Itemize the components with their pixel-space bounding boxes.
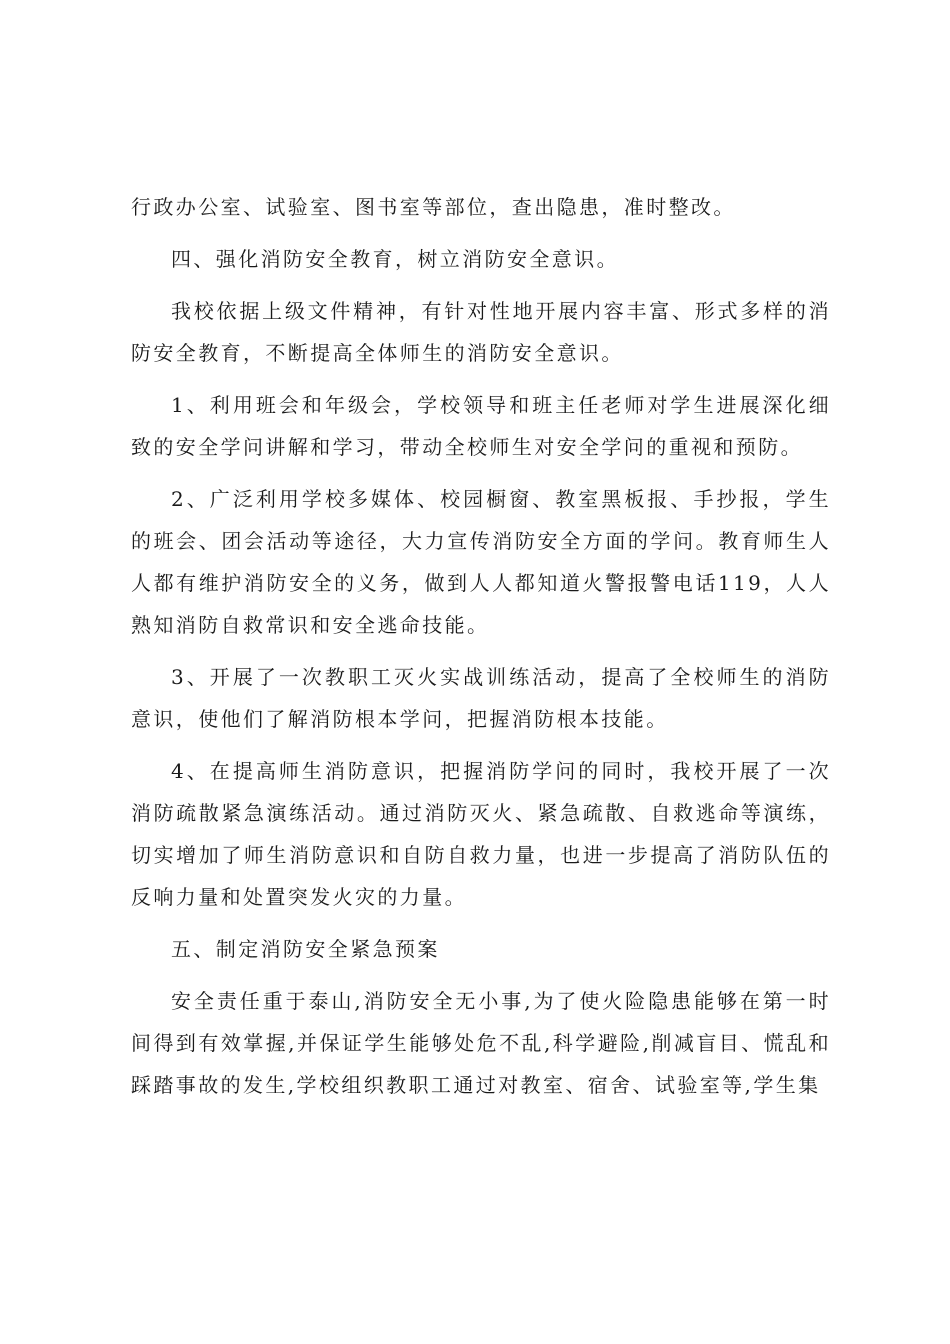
list-item-4: 4、在提高师生消防意识，把握消防学问的同时，我校开展了一次消防疏散紧急演练活动。通过消防灭火、紧急疏散、自救逃命等演练，切实增加了师生消防意识和自防自救力量，也进一步提高了消防队伍的反响力量和处置突发火灾的力量。: [131, 759, 831, 909]
list-item-3: 3、开展了一次教职工灭火实战训练活动，提高了全校师生的消防意识，使他们了解消防根本学问，把握消防根本技能。: [131, 665, 831, 731]
section-heading-4: 四、强化消防安全教育，树立消防安全意识。: [171, 247, 619, 271]
document-body: [131, 186, 831, 1116]
section-heading-5: 五、制定消防安全紧急预案: [171, 937, 440, 961]
list-item-2: 2、广泛利用学校多媒体、校园橱窗、教室黑板报、手抄报，学生的班会、团会活动等途径，大力宣传消防安全方面的学问。教育师生人人都有维护消防安全的义务，做到人人都知道火警报警电话119，人人熟知消防自救常识和安全逃命技能。: [131, 487, 831, 637]
paragraph-continuation: 行政办公室、试验室、图书室等部位，查出隐患，准时整改。: [131, 195, 736, 219]
paragraph: 我校依据上级文件精神，有针对性地开展内容丰富、形式多样的消防安全教育，不断提高全体师生的消防安全意识。: [131, 299, 831, 365]
paragraph: 安全责任重于泰山,消防安全无小事,为了使火险隐患能够在第一时间得到有效掌握,并保证学生能够处危不乱,科学避险,削减盲目、慌乱和踩踏事故的发生,学校组织教职工通过对教室、宿舍、试验室等,学生集: [131, 989, 831, 1097]
list-item-1: 1、利用班会和年级会，学校领导和班主任老师对学生进展深化细致的安全学问讲解和学习，带动全校师生对安全学问的重视和预防。: [131, 393, 831, 459]
